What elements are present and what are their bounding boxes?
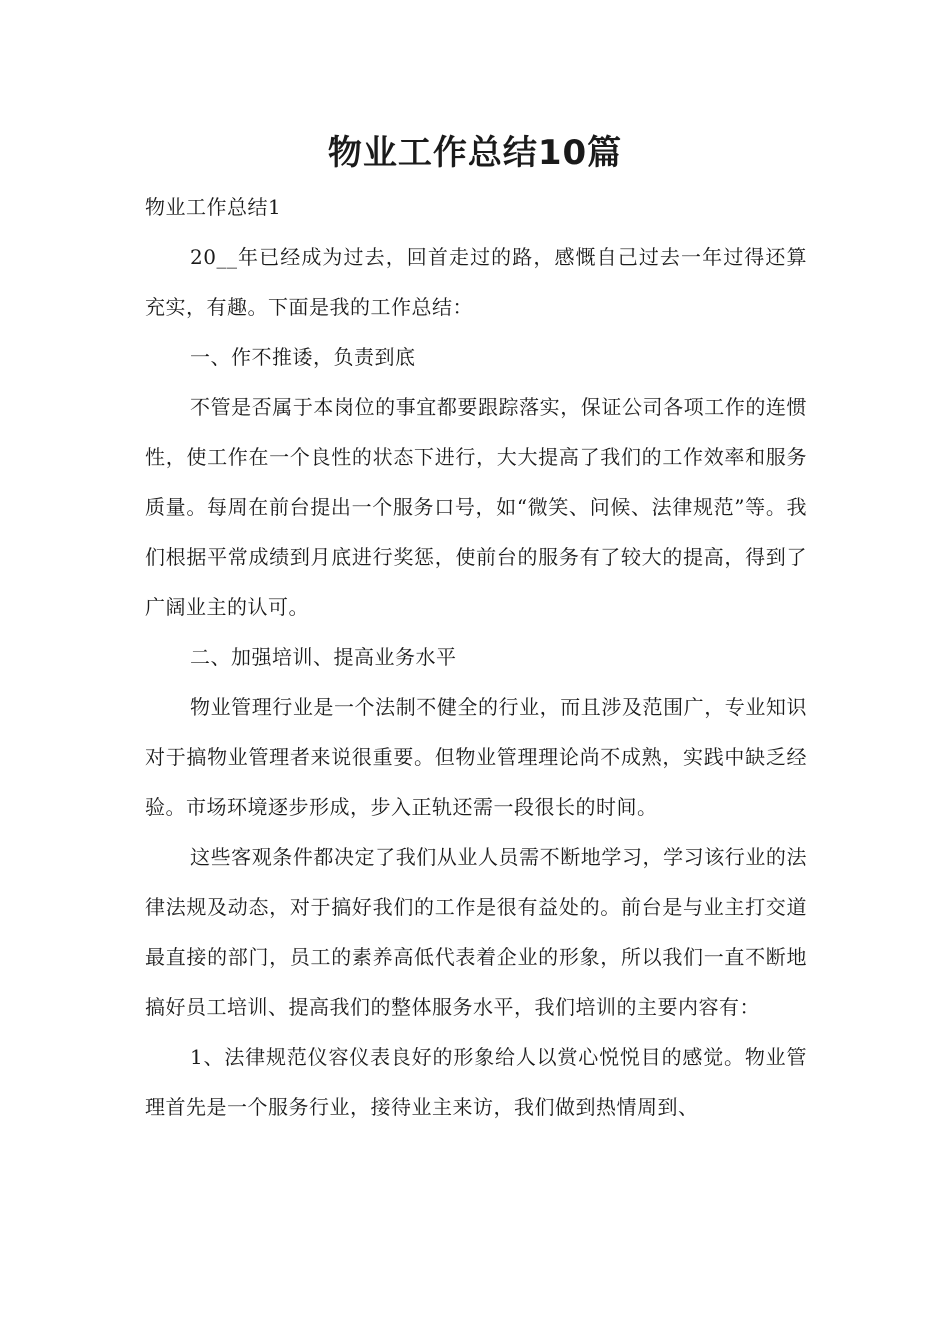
paragraph: 物业管理行业是一个法制不健全的行业，而且涉及范围广，专业知识对于搞物业管理者来说很重要。但物业管理理论尚不成熟，实践中缺乏经验。市场环境逐步形成，步入正轨还需一段很长的时间。 (145, 695, 807, 819)
subheading: 二、加强培训、提高业务水平 (190, 645, 457, 669)
paragraph: 1、法律规范仪容仪表良好的形象给人以赏心悦悦目的感觉。物业管理首先是一个服务行业，接待业主来访，我们做到热情周到、 (145, 1045, 807, 1119)
paragraph: 这些客观条件都决定了我们从业人员需不断地学习，学习该行业的法律法规及动态，对于搞好我们的工作是很有益处的。前台是与业主打交道最直接的部门，员工的素养高低代表着企业的形象，所以我们一直不断地搞好员工培训、提高我们的整体服务水平，我们培训的主要内容有： (145, 845, 807, 1019)
section-heading: 物业工作总结1 (145, 195, 282, 219)
paragraph: 不管是否属于本岗位的事宜都要跟踪落实，保证公司各项工作的连惯性，使工作在一个良性的状态下进行，大大提高了我们的工作效率和服务质量。每周在前台提出一个服务口号，如“微笑、问候、法律规范”等。我们根据平常成绩到月底进行奖惩，使前台的服务有了较大的提高，得到了广阔业主的认可。 (145, 395, 807, 619)
document-title: 物业工作总结10篇 (327, 133, 623, 173)
document-body (145, 182, 807, 1132)
paragraph: 20__年已经成为过去，回首走过的路，感慨自己过去一年过得还算充实，有趣。下面是我的工作总结： (145, 245, 807, 319)
subheading: 一、作不推诿，负责到底 (190, 345, 416, 369)
